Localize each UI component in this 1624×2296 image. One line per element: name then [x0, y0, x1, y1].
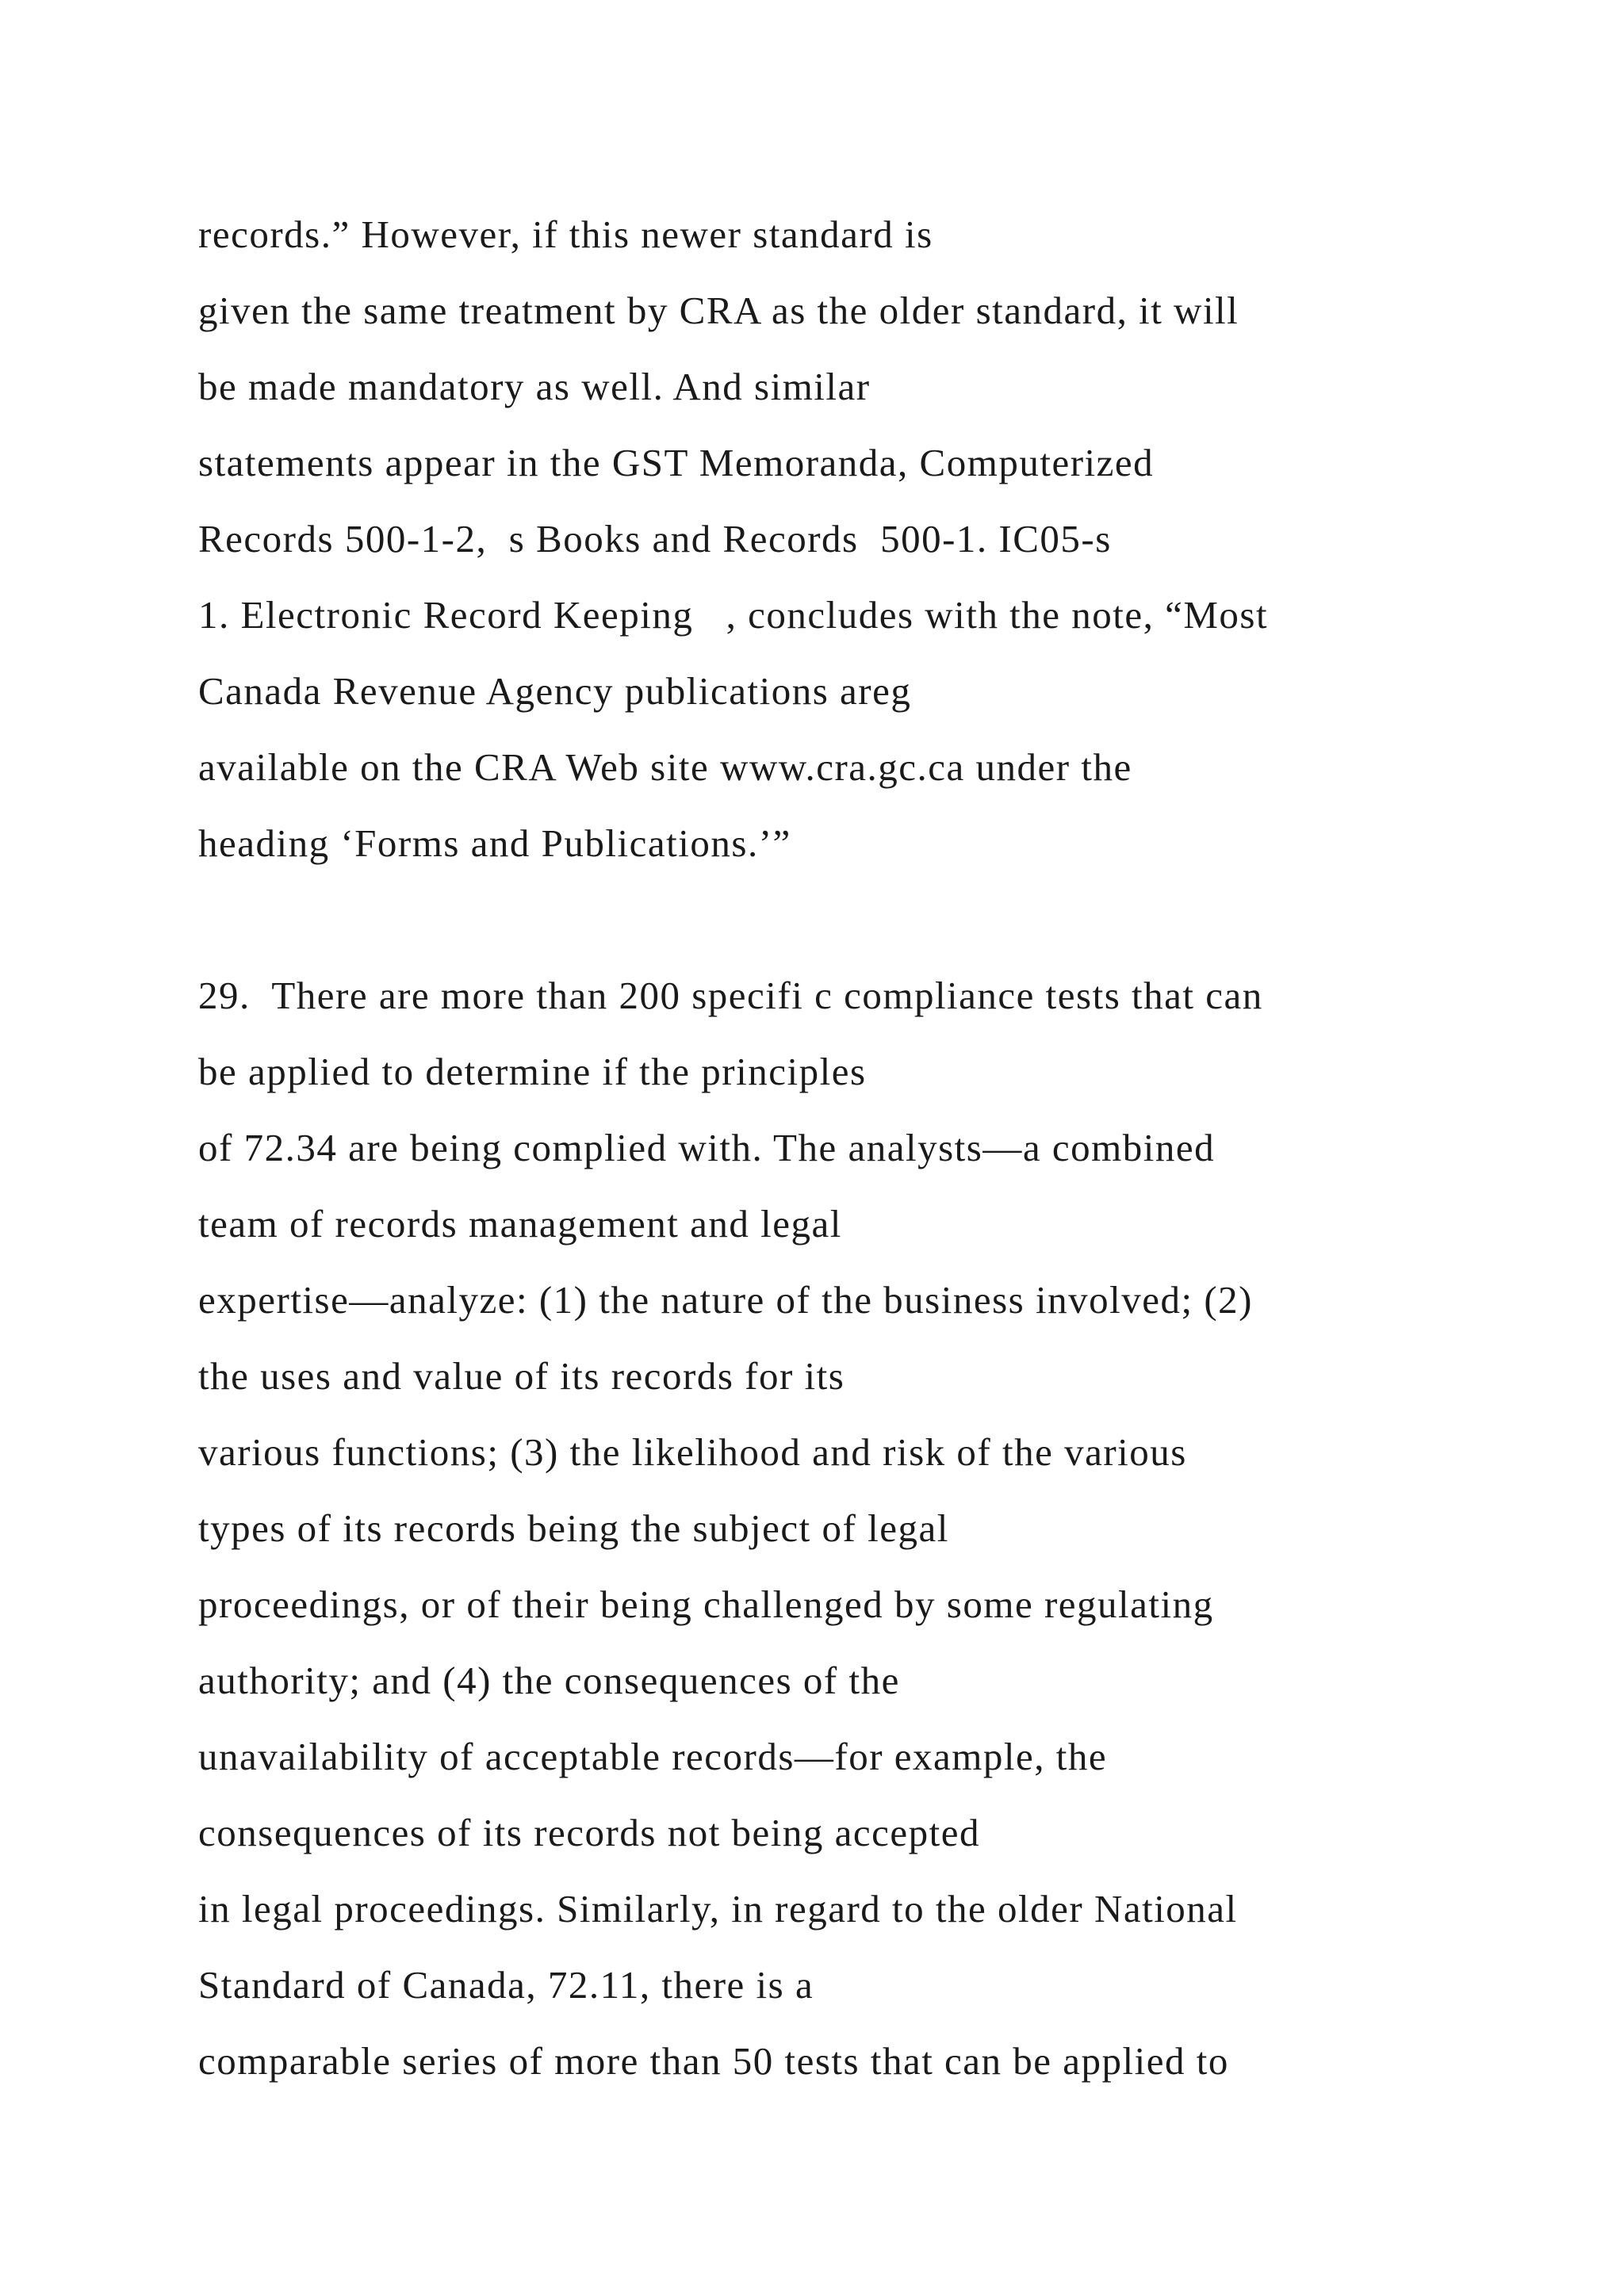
- text-line: Standard of Canada, 72.11, there is a: [198, 1963, 814, 2007]
- text-line: unavailability of acceptable records—for example, the: [198, 1735, 1108, 1778]
- text-line: various functions; (3) the likelihood and risk of the various: [198, 1430, 1187, 1474]
- text-line: records.” However, if this newer standard is: [198, 212, 933, 256]
- text-line: types of its records being the subject of legal: [198, 1506, 949, 1550]
- text-line: the uses and value of its records for its: [198, 1354, 845, 1398]
- paragraph-gap: [198, 882, 1546, 958]
- text-line: available on the CRA Web site www.cra.gc.ca under the: [198, 745, 1132, 789]
- text-line: 1. Electronic Record Keeping , concludes with the note, “Most: [198, 593, 1269, 637]
- text-line: be applied to determine if the principles: [198, 1050, 867, 1093]
- text-line: heading ‘Forms and Publications.’”: [198, 821, 791, 865]
- paragraph-1: [198, 197, 1546, 882]
- text-line: Records 500-1-2, s Books and Records 500-1. IC05-s: [198, 517, 1112, 561]
- text-line: Canada Revenue Agency publications areg: [198, 669, 912, 713]
- paragraph-2: [198, 958, 1546, 2099]
- text-line: be made mandatory as well. And similar: [198, 365, 871, 408]
- document-body: [198, 197, 1546, 2099]
- text-line: in legal proceedings. Similarly, in regard to the older National: [198, 1887, 1238, 1931]
- text-line: authority; and (4) the consequences of the: [198, 1659, 900, 1702]
- text-line: comparable series of more than 50 tests that can be applied to: [198, 2039, 1229, 2083]
- text-line: statements appear in the GST Memoranda, Computerized: [198, 441, 1155, 484]
- text-line: 29. There are more than 200 specifi c compliance tests that can: [198, 974, 1263, 1017]
- text-line: proceedings, or of their being challenged by some regulating: [198, 1582, 1214, 1626]
- text-line: team of records management and legal: [198, 1202, 842, 1246]
- text-line: of 72.34 are being complied with. The analysts—a combined: [198, 1126, 1216, 1169]
- text-line: consequences of its records not being accepted: [198, 1811, 981, 1854]
- text-line: expertise—analyze: (1) the nature of the business involved; (2): [198, 1278, 1253, 1322]
- text-line: given the same treatment by CRA as the older standard, it will: [198, 289, 1239, 332]
